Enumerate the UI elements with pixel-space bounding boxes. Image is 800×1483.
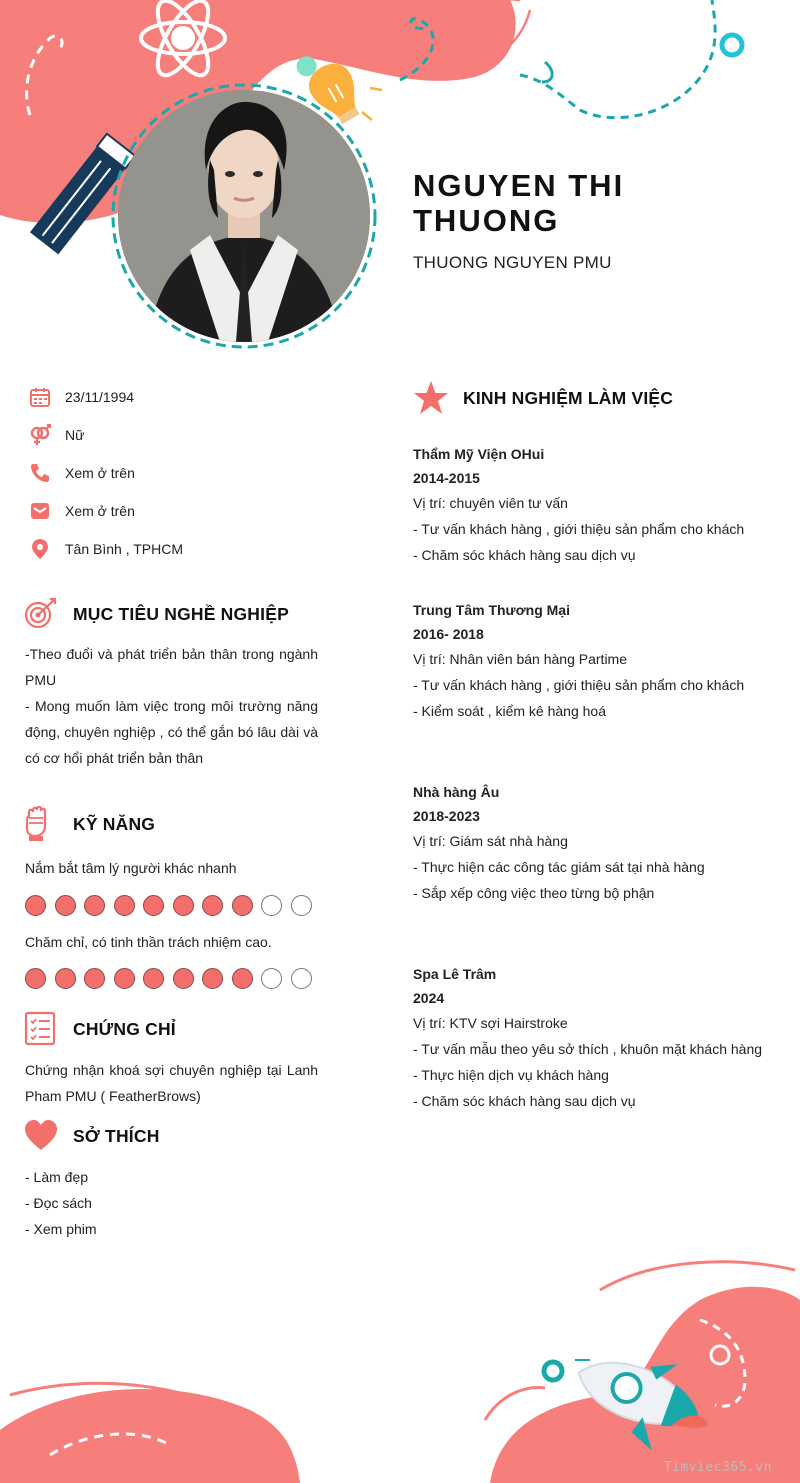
objective-heading — [23, 596, 289, 632]
rating-dot-filled — [55, 895, 76, 916]
nickname: THUONG NGUYEN PMU — [413, 253, 612, 272]
job-line: - Kiểm soát , kiểm kê hàng hoá — [413, 703, 606, 719]
skill-rating — [25, 895, 320, 916]
rating-dot-empty — [291, 895, 312, 916]
rating-dot-filled — [84, 968, 105, 989]
job-line: Vị trí: chuyên viên tư vấn — [413, 495, 568, 511]
target-icon — [23, 596, 59, 632]
experience-heading — [413, 380, 673, 416]
hobbies-list — [25, 1164, 97, 1242]
rating-dot-filled — [25, 968, 46, 989]
job-line: - Chăm sóc khách hàng sau dịch vụ — [413, 1093, 636, 1109]
birthday-text: 23/11/1994 — [65, 389, 135, 405]
hobby-item: - Đọc sách — [25, 1195, 92, 1211]
certificates-title: CHỨNG CHỈ — [73, 1018, 176, 1039]
skills-heading — [23, 806, 155, 842]
checklist-icon — [23, 1011, 59, 1047]
hobbies-title: SỞ THÍCH — [73, 1125, 160, 1146]
job-line: Vị trí: Giám sát nhà hàng — [413, 833, 568, 849]
email-icon — [29, 500, 51, 522]
rating-dot-filled — [232, 968, 253, 989]
objective-line: - Mong muốn làm việc trong môi trường năng động, chuyên nghiệp , có thể gắn bó lâu dài và có cơ hổi phát triển bản thân — [25, 698, 318, 766]
certificates-heading — [23, 1011, 176, 1047]
heart-icon — [23, 1118, 59, 1154]
location-icon — [29, 538, 51, 560]
objective-line: -Theo đuổi và phát triển bản thân trong ngành PMU — [25, 646, 318, 688]
calendar-icon — [29, 386, 51, 408]
phone-icon — [29, 462, 51, 484]
objective-title: MỤC TIÊU NGHỀ NGHIỆP — [73, 603, 289, 624]
rating-dot-empty — [261, 968, 282, 989]
rating-dot-filled — [143, 968, 164, 989]
rating-dot-filled — [55, 968, 76, 989]
objective-text — [25, 641, 318, 771]
job-line: - Thực hiện các công tác giám sát tại nhà hàng — [413, 859, 705, 875]
full-name: NGUYEN THI THUONG — [413, 168, 625, 238]
contact-birthday — [29, 386, 134, 408]
star-icon — [413, 380, 449, 416]
contact-gender — [29, 424, 84, 446]
rating-dot-filled — [84, 895, 105, 916]
rating-dot-filled — [173, 895, 194, 916]
job-company: Nhà hàng Âu — [413, 784, 500, 800]
job-entry — [413, 598, 783, 724]
job-entry — [413, 780, 783, 906]
gender-icon — [29, 424, 51, 446]
job-years: 2018-2023 — [413, 808, 480, 824]
rating-dot-empty — [261, 895, 282, 916]
rating-dot-filled — [114, 895, 135, 916]
job-line: - Tư vấn khách hàng , giới thiệu sản phẩm cho khách — [413, 521, 745, 537]
job-line: - Sắp xếp công việc theo từng bộ phận — [413, 885, 655, 901]
job-company: Spa Lê Trâm — [413, 966, 497, 982]
experience-title: KINH NGHIỆM LÀM VIỆC — [463, 387, 674, 408]
email-text: Xem ở trên — [65, 503, 135, 519]
job-company: Trung Tâm Thương Mại — [413, 602, 570, 618]
hobby-item: - Làm đẹp — [25, 1169, 89, 1185]
rating-dot-filled — [25, 895, 46, 916]
watermark: Timviec365.vn — [663, 1460, 772, 1475]
profile-photo — [118, 90, 370, 342]
rating-dot-filled — [202, 895, 223, 916]
contact-email — [29, 500, 135, 522]
job-years: 2014-2015 — [413, 470, 480, 486]
phone-text: Xem ở trên — [65, 465, 135, 481]
rating-dot-filled — [173, 968, 194, 989]
job-entry — [413, 442, 783, 568]
skill-label: Chăm chỉ, có tinh thần trách nhiệm cao. — [25, 934, 272, 950]
contact-phone — [29, 462, 135, 484]
job-years: 2024 — [413, 990, 445, 1006]
certificate-text: Chứng nhận khoá sợi chuyên nghiệp tại Lanh Pham PMU ( FeatherBrows) — [25, 1062, 318, 1104]
skills-title: KỸ NĂNG — [73, 813, 156, 834]
rating-dot-empty — [291, 968, 312, 989]
job-line: - Tư vấn mẫu theo yêu sở thích , khuôn mặt khách hàng — [413, 1041, 763, 1057]
skill-rating — [25, 968, 320, 989]
rating-dot-filled — [143, 895, 164, 916]
job-line: - Thực hiện dịch vụ khách hàng — [413, 1067, 609, 1083]
fist-icon — [23, 806, 59, 842]
job-company: Thẩm Mỹ Viện OHui — [413, 446, 545, 462]
rating-dot-filled — [202, 968, 223, 989]
rating-dot-filled — [232, 895, 253, 916]
hobbies-heading — [23, 1118, 160, 1154]
job-years: 2016- 2018 — [413, 626, 484, 642]
job-line: Vị trí: KTV sợi Hairstroke — [413, 1015, 568, 1031]
job-line: - Tư vấn khách hàng , giới thiệu sản phẩm cho khách — [413, 677, 745, 693]
gender-text: Nữ — [65, 427, 85, 443]
job-line: Vị trí: Nhân viên bán hàng Partime — [413, 651, 628, 667]
profile-photo-frame — [110, 82, 378, 350]
rating-dot-filled — [114, 968, 135, 989]
skill-label: Nắm bắt tâm lý người khác nhanh — [25, 860, 237, 876]
location-text: Tân Bình , TPHCM — [65, 541, 184, 557]
hobby-item: - Xem phim — [25, 1221, 97, 1237]
job-line: - Chăm sóc khách hàng sau dịch vụ — [413, 547, 636, 563]
contact-location — [29, 538, 183, 560]
job-entry — [413, 962, 783, 1114]
